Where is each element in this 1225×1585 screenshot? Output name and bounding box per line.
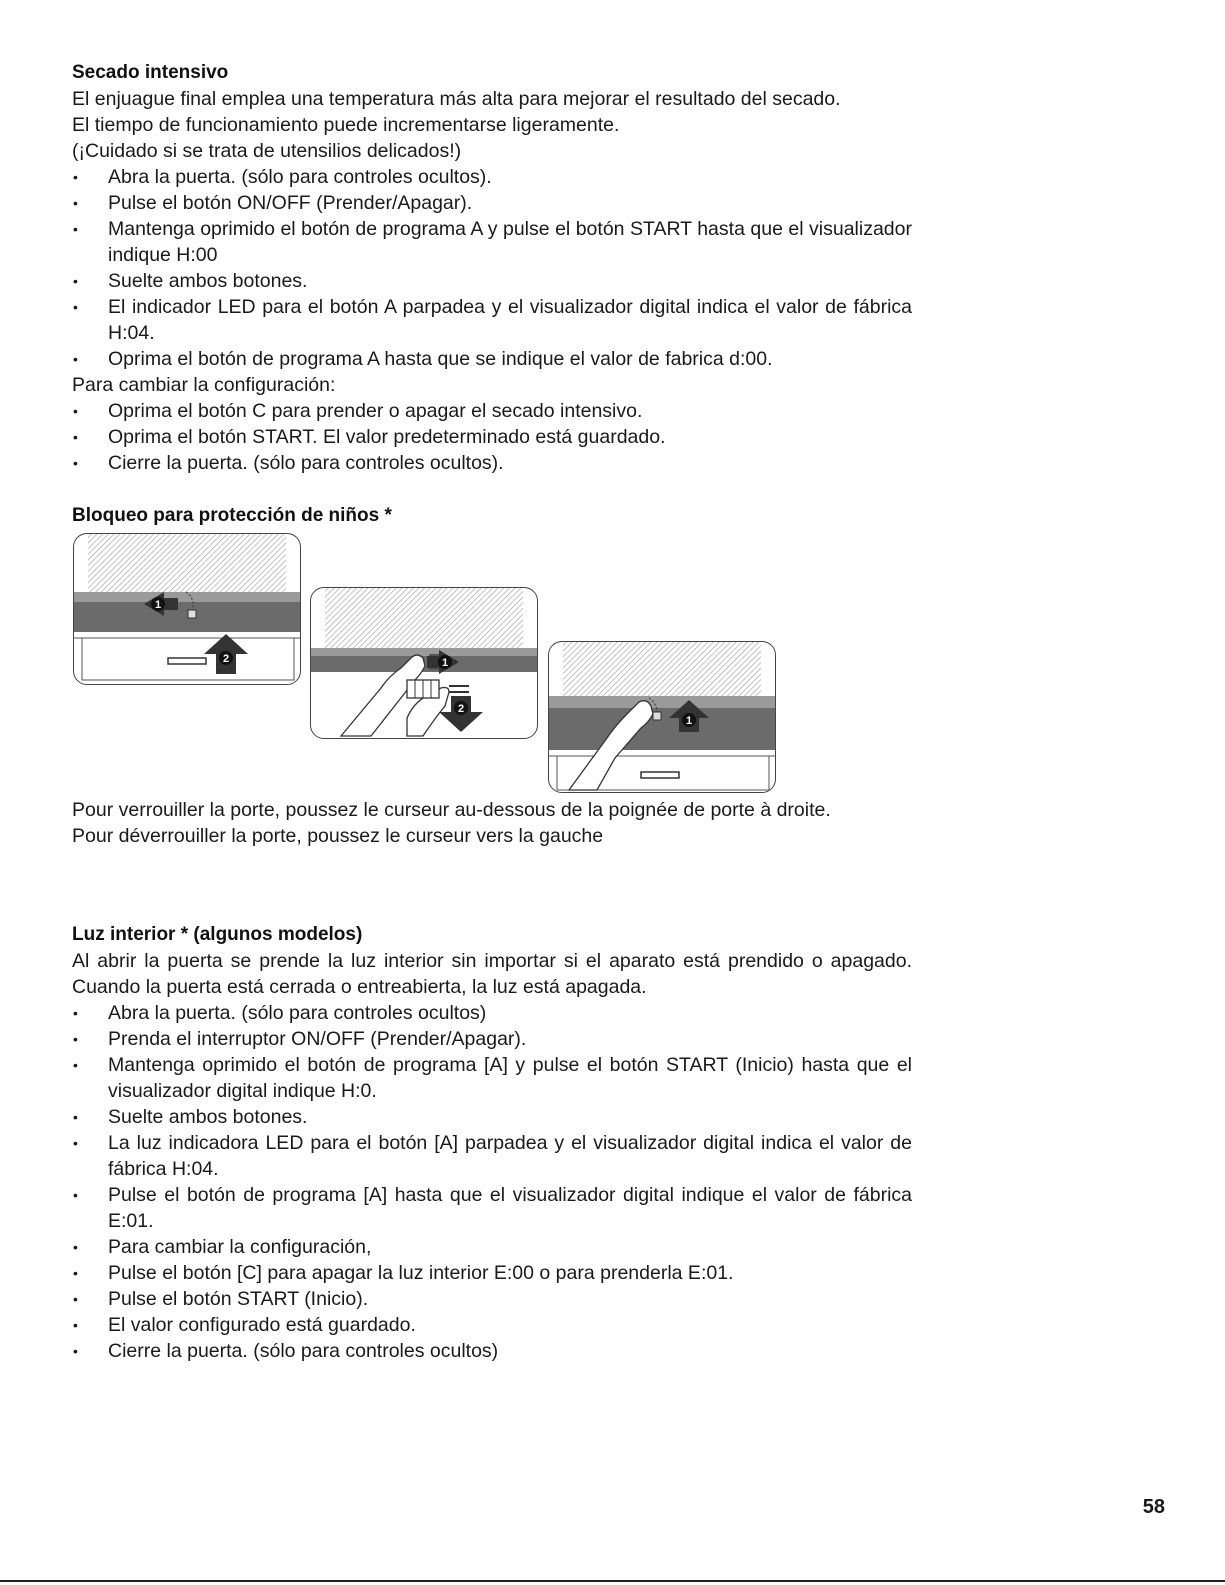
steps-list bbox=[72, 1000, 912, 1364]
illustration-child-lock-step-2 bbox=[310, 587, 538, 739]
list-item: • Oprima el botón C para prender o apagar el secado intensivo. bbox=[72, 398, 912, 424]
unlock-text: Pour déverrouiller la porte, poussez le curseur vers la gauche bbox=[72, 825, 604, 847]
list-item: • Pulse el botón [C] para apagar la luz interior E:00 o para prenderla E:01. bbox=[72, 1260, 912, 1286]
list-item: • Cierre la puerta. (sólo para controles ocultos) bbox=[72, 1338, 912, 1364]
illustration-child-unlock bbox=[548, 641, 776, 793]
list-item: • Pulse el botón ON/OFF (Prender/Apagar). bbox=[72, 190, 912, 216]
page-number: 58 bbox=[1142, 1496, 1165, 1518]
step-label: 1 bbox=[685, 715, 693, 727]
step-label: 1 bbox=[154, 599, 162, 611]
list-item: • Abra la puerta. (sólo para controles ocultos). bbox=[72, 164, 912, 190]
list-item: • Cierre la puerta. (sólo para controles ocultos). bbox=[72, 450, 912, 476]
intro-line: (¡Cuidado si se trata de utensilios delicados!) bbox=[72, 140, 462, 162]
section-title: Bloqueo para protección de niños * bbox=[72, 505, 392, 526]
list-item: • Suelte ambos botones. bbox=[72, 268, 912, 294]
list-item: • El valor configurado está guardado. bbox=[72, 1312, 912, 1338]
list-item: • La luz indicadora LED para el botón [A] parpadea y el visualizador digital indica el valor de fábrica H:04. bbox=[72, 1130, 912, 1182]
illustration-child-lock-step-1 bbox=[73, 533, 301, 685]
intro-text: Al abrir la puerta se prende la luz interior sin importar si el aparato está prendido o apagado. Cuando la puerta está cerrada o entreabierta, la luz está apagada. bbox=[72, 950, 912, 998]
list-item: • Abra la puerta. (sólo para controles ocultos) bbox=[72, 1000, 912, 1026]
section-luz-interior bbox=[72, 922, 912, 1364]
list-item: • Pulse el botón de programa [A] hasta que el visualizador digital indique el valor de fábrica E:01. bbox=[72, 1182, 912, 1234]
list-item: • Prenda el interruptor ON/OFF (Prender/Apagar). bbox=[72, 1026, 912, 1052]
list-item: • El indicador LED para el botón A parpadea y el visualizador digital indica el valor de fábrica H:04. bbox=[72, 294, 912, 346]
lock-text: Pour verrouiller la porte, poussez le curseur au-dessous de la poignée de porte à droite. bbox=[72, 799, 831, 821]
section-bloqueo bbox=[72, 503, 912, 529]
change-config-label: Para cambiar la configuración: bbox=[72, 374, 336, 396]
list-item: • Suelte ambos botones. bbox=[72, 1104, 912, 1130]
step-label: 2 bbox=[457, 703, 465, 715]
bottom-rule bbox=[0, 1580, 1225, 1582]
lock-instructions bbox=[72, 797, 912, 849]
step-label: 1 bbox=[441, 657, 449, 669]
section-secado-intensivo bbox=[72, 60, 912, 476]
list-item: • Para cambiar la configuración, bbox=[72, 1234, 912, 1260]
step-label: 2 bbox=[222, 653, 230, 665]
list-item: • Oprima el botón de programa A hasta que se indique el valor de fabrica d:00. bbox=[72, 346, 912, 372]
intro-line: El tiempo de funcionamiento puede incrementarse ligeramente. bbox=[72, 114, 620, 136]
list-item: • Pulse el botón START (Inicio). bbox=[72, 1286, 912, 1312]
list-item: • Oprima el botón START. El valor predeterminado está guardado. bbox=[72, 424, 912, 450]
section-title: Luz interior * (algunos modelos) bbox=[72, 924, 363, 945]
change-steps-list bbox=[72, 398, 912, 476]
steps-list bbox=[72, 164, 912, 372]
section-title: Secado intensivo bbox=[72, 62, 229, 83]
intro-line: El enjuague final emplea una temperatura más alta para mejorar el resultado del secado. bbox=[72, 88, 841, 110]
list-item: • Mantenga oprimido el botón de programa [A] y pulse el botón START (Inicio) hasta que el visualizador digital indique H:0. bbox=[72, 1052, 912, 1104]
list-item: • Mantenga oprimido el botón de programa A y pulse el botón START hasta que el visualizador indique H:00 bbox=[72, 216, 912, 268]
